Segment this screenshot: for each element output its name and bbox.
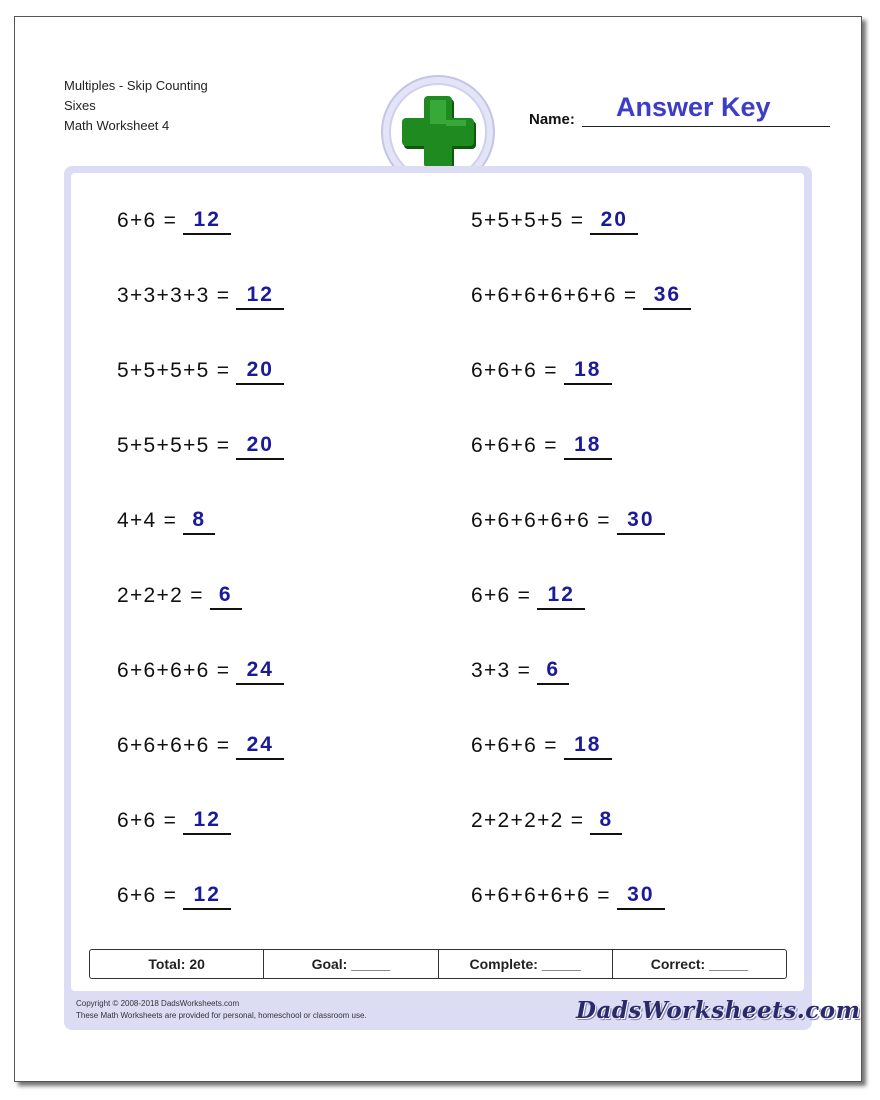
answer-field[interactable]: 24 bbox=[236, 731, 284, 760]
problem-equation: 6+6 = bbox=[117, 884, 178, 907]
problem-equation: 5+5+5+5 = bbox=[117, 434, 231, 457]
answer-field[interactable]: 30 bbox=[617, 881, 665, 910]
problem-item bbox=[117, 356, 284, 386]
title-line-1: Multiples - Skip Counting bbox=[64, 78, 208, 93]
name-field-line bbox=[582, 126, 830, 127]
answer-field[interactable]: 18 bbox=[564, 431, 612, 460]
problem-equation: 6+6+6 = bbox=[471, 359, 558, 382]
problem-item bbox=[117, 581, 242, 611]
answer-field[interactable]: 8 bbox=[183, 506, 215, 535]
problem-equation: 4+4 = bbox=[117, 509, 178, 532]
answer-key-heading: Answer Key bbox=[616, 92, 771, 122]
problem-item bbox=[117, 506, 215, 536]
answer-field[interactable]: 20 bbox=[590, 206, 638, 235]
problem-item bbox=[117, 206, 231, 236]
score-total: Total: 20 bbox=[90, 950, 264, 978]
answer-field[interactable]: 12 bbox=[183, 806, 231, 835]
problem-equation: 5+5+5+5 = bbox=[117, 359, 231, 382]
problem-equation: 6+6+6+6+6 = bbox=[471, 509, 611, 532]
answer-field[interactable]: 8 bbox=[590, 806, 622, 835]
score-goal: Goal: _____ bbox=[264, 950, 438, 978]
problem-item bbox=[471, 206, 638, 236]
answer-field[interactable]: 12 bbox=[236, 281, 284, 310]
problem-item bbox=[471, 431, 612, 461]
problem-equation: 6+6+6+6+6 = bbox=[471, 884, 611, 907]
answer-field[interactable]: 6 bbox=[210, 581, 242, 610]
problem-item bbox=[471, 506, 665, 536]
problem-equation: 6+6+6 = bbox=[471, 434, 558, 457]
copyright-text: Copyright © 2008-2018 DadsWorksheets.com bbox=[76, 999, 240, 1008]
problem-item bbox=[471, 881, 665, 911]
problem-equation: 2+2+2 = bbox=[117, 584, 204, 607]
problem-equation: 3+3+3+3 = bbox=[117, 284, 231, 307]
problem-item bbox=[471, 731, 612, 761]
copyright-block bbox=[76, 998, 367, 1022]
score-table bbox=[89, 949, 787, 979]
problem-item bbox=[117, 656, 284, 686]
problem-equation: 6+6+6+6+6+6 = bbox=[471, 284, 638, 307]
problem-item bbox=[117, 431, 284, 461]
answer-field[interactable]: 30 bbox=[617, 506, 665, 535]
answer-field[interactable]: 18 bbox=[564, 731, 612, 760]
answer-field[interactable]: 12 bbox=[183, 881, 231, 910]
answer-field[interactable]: 24 bbox=[236, 656, 284, 685]
answer-field[interactable]: 20 bbox=[236, 356, 284, 385]
problem-equation: 5+5+5+5 = bbox=[471, 209, 585, 232]
score-complete: Complete: _____ bbox=[439, 950, 613, 978]
problem-item bbox=[117, 731, 284, 761]
answer-field[interactable]: 12 bbox=[537, 581, 585, 610]
title-line-3: Math Worksheet 4 bbox=[64, 118, 170, 133]
worksheet-title bbox=[64, 76, 208, 136]
problem-equation: 3+3 = bbox=[471, 659, 532, 682]
problem-equation: 6+6+6 = bbox=[471, 734, 558, 757]
problem-equation: 6+6 = bbox=[471, 584, 532, 607]
problem-item bbox=[471, 656, 569, 686]
answer-field[interactable]: 12 bbox=[183, 206, 231, 235]
problem-equation: 2+2+2+2 = bbox=[471, 809, 585, 832]
answer-field[interactable]: 20 bbox=[236, 431, 284, 460]
problem-item bbox=[471, 281, 691, 311]
answer-field[interactable]: 18 bbox=[564, 356, 612, 385]
answer-field[interactable]: 36 bbox=[643, 281, 691, 310]
problem-equation: 6+6 = bbox=[117, 209, 178, 232]
problem-equation: 6+6+6+6 = bbox=[117, 659, 231, 682]
problem-item bbox=[471, 581, 585, 611]
problem-item bbox=[471, 806, 622, 836]
answer-field[interactable]: 6 bbox=[537, 656, 569, 685]
name-label: Name: bbox=[529, 111, 575, 128]
problem-equation: 6+6 = bbox=[117, 809, 178, 832]
problem-equation: 6+6+6+6 = bbox=[117, 734, 231, 757]
problem-item bbox=[117, 806, 231, 836]
problem-item bbox=[117, 881, 231, 911]
title-line-2: Sixes bbox=[64, 98, 96, 113]
problem-item bbox=[117, 281, 284, 311]
brand-logo: DadsWorksheets.com bbox=[576, 997, 861, 1024]
score-correct: Correct: _____ bbox=[650, 956, 749, 972]
usage-notice: These Math Worksheets are provided for personal, homeschool or classroom use. bbox=[76, 1011, 367, 1020]
problem-item bbox=[471, 356, 612, 386]
